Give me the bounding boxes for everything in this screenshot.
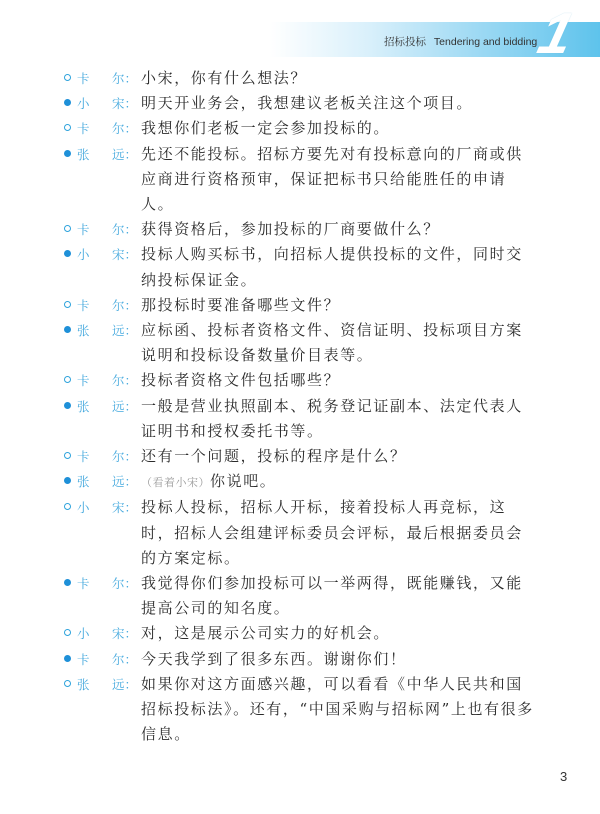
dialogue-line <box>141 495 534 571</box>
dialogue-line <box>141 368 534 393</box>
speaker-name <box>77 217 141 242</box>
speaker-colon: ： <box>124 323 137 339</box>
speaker-char: 小 <box>77 500 90 516</box>
dialogue-line-text: 那投标时要准备哪些文件？ <box>141 295 341 314</box>
speaker-name <box>77 318 141 343</box>
speaker-char: 卡 <box>77 373 90 389</box>
speaker-char: 卡 <box>77 576 90 592</box>
speaker-char: 尔 <box>111 297 125 313</box>
speaker-char: 远 <box>111 676 125 692</box>
speaker-char: 宋 <box>111 96 125 112</box>
stage-direction: （看着小宋） <box>141 476 210 490</box>
dialogue-line-text: 先还不能投标。招标方要先对有投标意向的厂商或供应商进行资格预审，保证把标书只给能胜任的申请人。 <box>141 144 523 214</box>
chapter-title-en: Tendering and bidding <box>433 36 538 48</box>
hollow-circle-bullet-icon <box>64 629 71 636</box>
speaker-char: 小 <box>77 247 90 263</box>
dialogue-line-text: 你说吧。 <box>210 472 277 491</box>
speaker-colon: ： <box>124 500 137 516</box>
speaker-colon: ： <box>124 626 137 642</box>
dialogue-turn <box>64 495 534 571</box>
hollow-circle-bullet-icon <box>64 680 71 687</box>
speaker-name <box>77 116 141 141</box>
speaker-colon: ： <box>124 96 137 112</box>
dialogue-line-text: 还有一个问题，投标的程序是什么？ <box>141 447 407 466</box>
speaker-colon: ： <box>124 373 137 389</box>
speaker-char: 远 <box>111 146 125 162</box>
dialogue-turn <box>64 368 534 393</box>
speaker-char: 卡 <box>77 121 90 137</box>
dialogue-line <box>141 142 534 218</box>
speaker-name <box>77 368 141 393</box>
speaker-char: 小 <box>77 96 90 112</box>
speaker-char: 卡 <box>77 651 90 667</box>
speaker-name <box>77 242 141 267</box>
speaker-colon: ： <box>124 121 137 137</box>
dialogue-line <box>141 647 534 672</box>
chapter-number: 1 <box>532 1 581 66</box>
speaker-name <box>77 142 141 167</box>
dialogue-line <box>141 66 534 91</box>
dialogue-line-text: 投标者资格文件包括哪些？ <box>141 371 341 390</box>
filled-circle-bullet-icon <box>64 402 71 409</box>
speaker-colon: ： <box>124 398 137 414</box>
speaker-colon: ： <box>124 651 137 667</box>
filled-circle-bullet-icon <box>64 250 71 257</box>
speaker-name <box>77 495 141 520</box>
speaker-name <box>77 91 141 116</box>
hollow-circle-bullet-icon <box>64 301 71 308</box>
speaker-char: 尔 <box>111 121 125 137</box>
dialogue-turn <box>64 621 534 646</box>
dialogue-line-text: 今天我学到了很多东西。谢谢你们！ <box>141 649 407 668</box>
speaker-char: 张 <box>77 146 90 162</box>
speaker-char: 张 <box>77 323 90 339</box>
dialogue-line <box>141 571 534 621</box>
speaker-char: 尔 <box>111 449 125 465</box>
dialogue-line-text: 投标人投标，招标人开标，接着投标人再竞标，这时，招标人会组建评标委员会评标，最后根据委员会的方案定标。 <box>141 498 523 567</box>
filled-circle-bullet-icon <box>64 99 71 106</box>
speaker-char: 张 <box>77 676 90 692</box>
speaker-char: 尔 <box>111 71 125 86</box>
speaker-colon: ： <box>124 474 137 490</box>
filled-circle-bullet-icon <box>64 477 71 484</box>
dialogue-turn <box>64 91 534 116</box>
dialogue-line <box>141 394 534 444</box>
speaker-char: 尔 <box>111 651 125 667</box>
speaker-char: 宋 <box>111 500 125 516</box>
hollow-circle-bullet-icon <box>64 225 71 232</box>
hollow-circle-bullet-icon <box>64 124 71 131</box>
dialogue-line-text: 我觉得你们参加投标可以一举两得，既能赚钱，又能提高公司的知名度。 <box>141 574 523 618</box>
dialogue-line-text: 一般是营业执照副本、税务登记证副本、法定代表人证明书和授权委托书等。 <box>141 396 523 440</box>
speaker-char: 张 <box>77 474 90 490</box>
speaker-colon: ： <box>124 146 137 162</box>
speaker-name <box>77 293 141 318</box>
speaker-colon: ： <box>124 297 137 313</box>
speaker-char: 张 <box>77 398 90 414</box>
speaker-char: 宋 <box>111 247 125 263</box>
dialogue-line <box>141 621 534 646</box>
dialogue-turn <box>64 444 534 469</box>
dialogue-turn <box>64 571 534 621</box>
dialogue-line <box>141 318 534 368</box>
speaker-char: 远 <box>111 398 125 414</box>
speaker-name <box>77 571 141 596</box>
speaker-name <box>77 621 141 646</box>
dialogue-line-text: 应标函、投标者资格文件、资信证明、投标项目方案说明和投标设备数量价目表等。 <box>141 321 523 365</box>
dialogue-line-text: 如果你对这方面感兴趣，可以看看《中华人民共和国招标投标法》。还有，“中国采购与招标网”上也有很多信息。 <box>141 674 534 744</box>
dialogue-line <box>141 293 534 318</box>
speaker-colon: ： <box>124 576 137 592</box>
speaker-char: 远 <box>111 323 125 339</box>
dialogue-turn <box>64 142 534 218</box>
speaker-colon: ： <box>124 71 137 86</box>
speaker-name <box>77 66 141 91</box>
speaker-char: 尔 <box>111 222 125 238</box>
page-number: 3 <box>560 769 568 784</box>
dialogue <box>64 66 534 747</box>
dialogue-turn <box>64 672 534 748</box>
speaker-char: 小 <box>77 626 90 642</box>
speaker-colon: ： <box>124 222 137 238</box>
filled-circle-bullet-icon <box>64 326 71 333</box>
dialogue-turn <box>64 217 534 242</box>
dialogue-line-text: 获得资格后，参加投标的厂商要做什么？ <box>141 220 440 239</box>
chapter-title <box>384 34 537 49</box>
dialogue-turn <box>64 469 534 495</box>
dialogue-turn <box>64 293 534 318</box>
speaker-name <box>77 672 141 697</box>
speaker-colon: ： <box>124 676 137 692</box>
speaker-char: 卡 <box>77 71 90 86</box>
dialogue-line <box>141 242 534 292</box>
dialogue-line <box>141 116 534 141</box>
speaker-name <box>77 647 141 672</box>
hollow-circle-bullet-icon <box>64 503 71 510</box>
dialogue-line <box>141 672 534 748</box>
dialogue-turn <box>64 647 534 672</box>
speaker-colon: ： <box>124 247 137 263</box>
filled-circle-bullet-icon <box>64 655 71 662</box>
speaker-name <box>77 394 141 419</box>
hollow-circle-bullet-icon <box>64 452 71 459</box>
hollow-circle-bullet-icon <box>64 376 71 383</box>
dialogue-line-text: 对，这是展示公司实力的好机会。 <box>141 624 391 643</box>
dialogue-turn <box>64 66 534 91</box>
dialogue-line-text: 明天开业务会，我想建议老板关注这个项目。 <box>141 94 474 113</box>
speaker-char: 宋 <box>111 626 125 642</box>
speaker-char: 卡 <box>77 297 90 313</box>
speaker-name <box>77 469 141 494</box>
dialogue-turn <box>64 394 534 444</box>
speaker-char: 尔 <box>111 576 125 592</box>
dialogue-line <box>141 91 534 116</box>
speaker-name <box>77 444 141 469</box>
dialogue-line <box>141 469 534 495</box>
speaker-char: 尔 <box>111 373 125 389</box>
speaker-char: 卡 <box>77 222 90 238</box>
filled-circle-bullet-icon <box>64 579 71 586</box>
dialogue-turn <box>64 242 534 292</box>
chapter-title-zh: 招标投标 <box>384 36 426 48</box>
dialogue-line-text: 我想你们老板一定会参加投标的。 <box>141 119 391 138</box>
dialogue-line-text: 投标人购买标书，向招标人提供投标的文件，同时交纳投标保证金。 <box>141 245 523 289</box>
speaker-colon: ： <box>124 449 137 465</box>
dialogue-line-text: 小宋，你有什么想法？ <box>141 69 308 87</box>
dialogue-line <box>141 217 534 242</box>
dialogue-turn <box>64 318 534 368</box>
filled-circle-bullet-icon <box>64 150 71 157</box>
speaker-char: 卡 <box>77 449 90 465</box>
dialogue-line <box>141 444 534 469</box>
dialogue-turn <box>64 116 534 141</box>
speaker-char: 远 <box>111 474 125 490</box>
hollow-circle-bullet-icon <box>64 74 71 81</box>
